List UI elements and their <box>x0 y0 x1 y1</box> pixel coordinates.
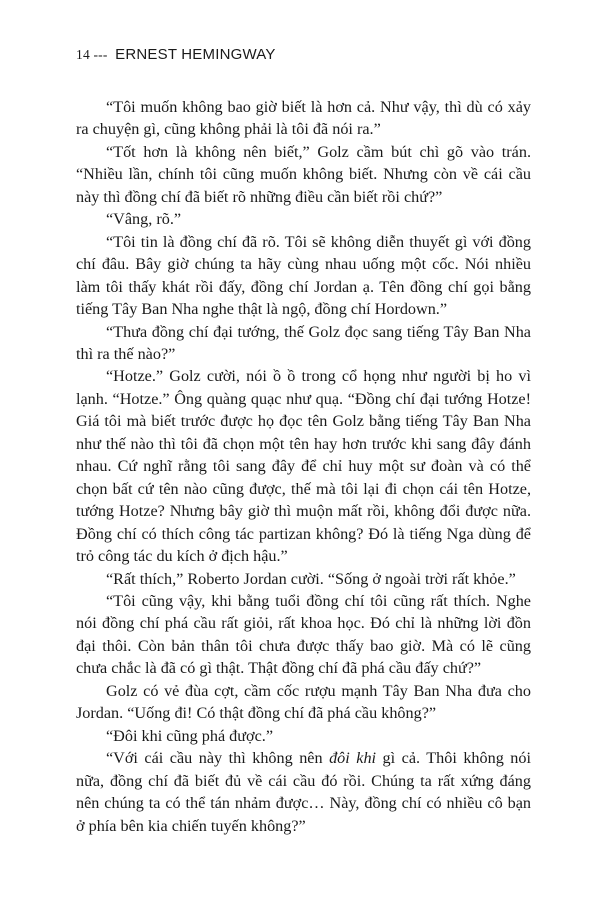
italic-text: đôi khi <box>329 749 377 768</box>
paragraph: “Rất thích,” Roberto Jordan cười. “Sống ở ngoài trời rất khỏe.” <box>106 569 516 588</box>
paragraph: “Vâng, rõ.” <box>106 210 182 229</box>
paragraph: Golz có vẻ đùa cợt, cầm cốc rượu mạnh Tây Ban Nha đưa cho Jordan. “Uống đi! Có thật đồng chí đã phá cầu không?” <box>76 681 531 723</box>
running-header <box>76 46 276 63</box>
paragraph: “Hotze.” Golz cười, nói ồ ồ trong cổ họng như người bị ho vì lạnh. “Hotze.” Ông quàng quạc như quạ. “Đồng chí đại tướng Hotze! Giá tôi mà biết trước được họ đọc tên Golz bằng tiếng Tây Ban Nha như thế nào thì tôi đã chọn một tên hay hơn trước khi sang đây đánh nhau. Cứ nghĩ rằng tôi sang đây để chỉ huy một sư đoàn và có thể chọn bất cứ tên nào cũng được, thế mà tôi lại đi chọn cái tên Hotze, tướng Hotze? Nhưng bây giờ thì muộn mất rồi, không đổi được nữa. Đồng chí có thích công tác partizan không? Đó là tiếng Nga dùng để trỏ công tác du kích ở địch hậu.” <box>76 367 531 566</box>
text-run: “Với cái cầu này thì không nên <box>106 749 330 768</box>
paragraph <box>76 747 531 837</box>
paragraph: “Tốt hơn là không nên biết,” Golz cầm bút chì gõ vào trán. “Nhiều lần, chính tôi cũng muốn không biết. Nhưng còn về cái cầu này thì đồng chí đã biết rõ những điều cần biết rồi chứ?” <box>76 142 531 206</box>
book-author-title: ERNEST HEMINGWAY <box>115 46 276 63</box>
page-body <box>76 96 531 837</box>
text-run: gì cả. Thôi không nói nữa, đồng chí đã biết đủ về cái cầu đó rồi. Chúng ta rất xứng đáng nên chúng ta có thể tán nhảm được… Này, đồng chí có nhiều cô bạn ở phía bên kia chiến tuyến không?” <box>76 749 531 835</box>
page-number: 14 --- <box>76 47 108 62</box>
paragraph: “Tôi muốn không bao giờ biết là hơn cả. Như vậy, thì dù có xảy ra chuyện gì, cũng không phải là tôi đã nói ra.” <box>76 98 531 139</box>
paragraph: “Tôi cũng vậy, khi bằng tuổi đồng chí tôi cũng rất thích. Nghe nói đồng chí phá cầu rất giỏi, rất khoa học. Đó chỉ là những lời đồn đại thôi. Còn bản thân tôi chưa được thấy bao giờ. Mà có lẽ cũng chưa chắc là đã có gì thật. Thật đồng chí đã phá cầu đấy chứ?” <box>76 591 531 678</box>
paragraph: “Đôi khi cũng phá được.” <box>106 726 274 745</box>
paragraph: “Tôi tin là đồng chí đã rõ. Tôi sẽ không diễn thuyết gì với đồng chí đâu. Bây giờ chúng ta hãy cùng nhau uống một cốc. Nói nhiều làm tôi thấy khát rồi đấy, đồng chí Jordan ạ. Tên đồng chí gọi bằng tiếng Tây Ban Nha nghe thật là ngộ, đồng chí Hordown.” <box>76 232 531 319</box>
paragraph: “Thưa đồng chí đại tướng, thế Golz đọc sang tiếng Tây Ban Nha thì ra thế nào?” <box>76 322 531 363</box>
